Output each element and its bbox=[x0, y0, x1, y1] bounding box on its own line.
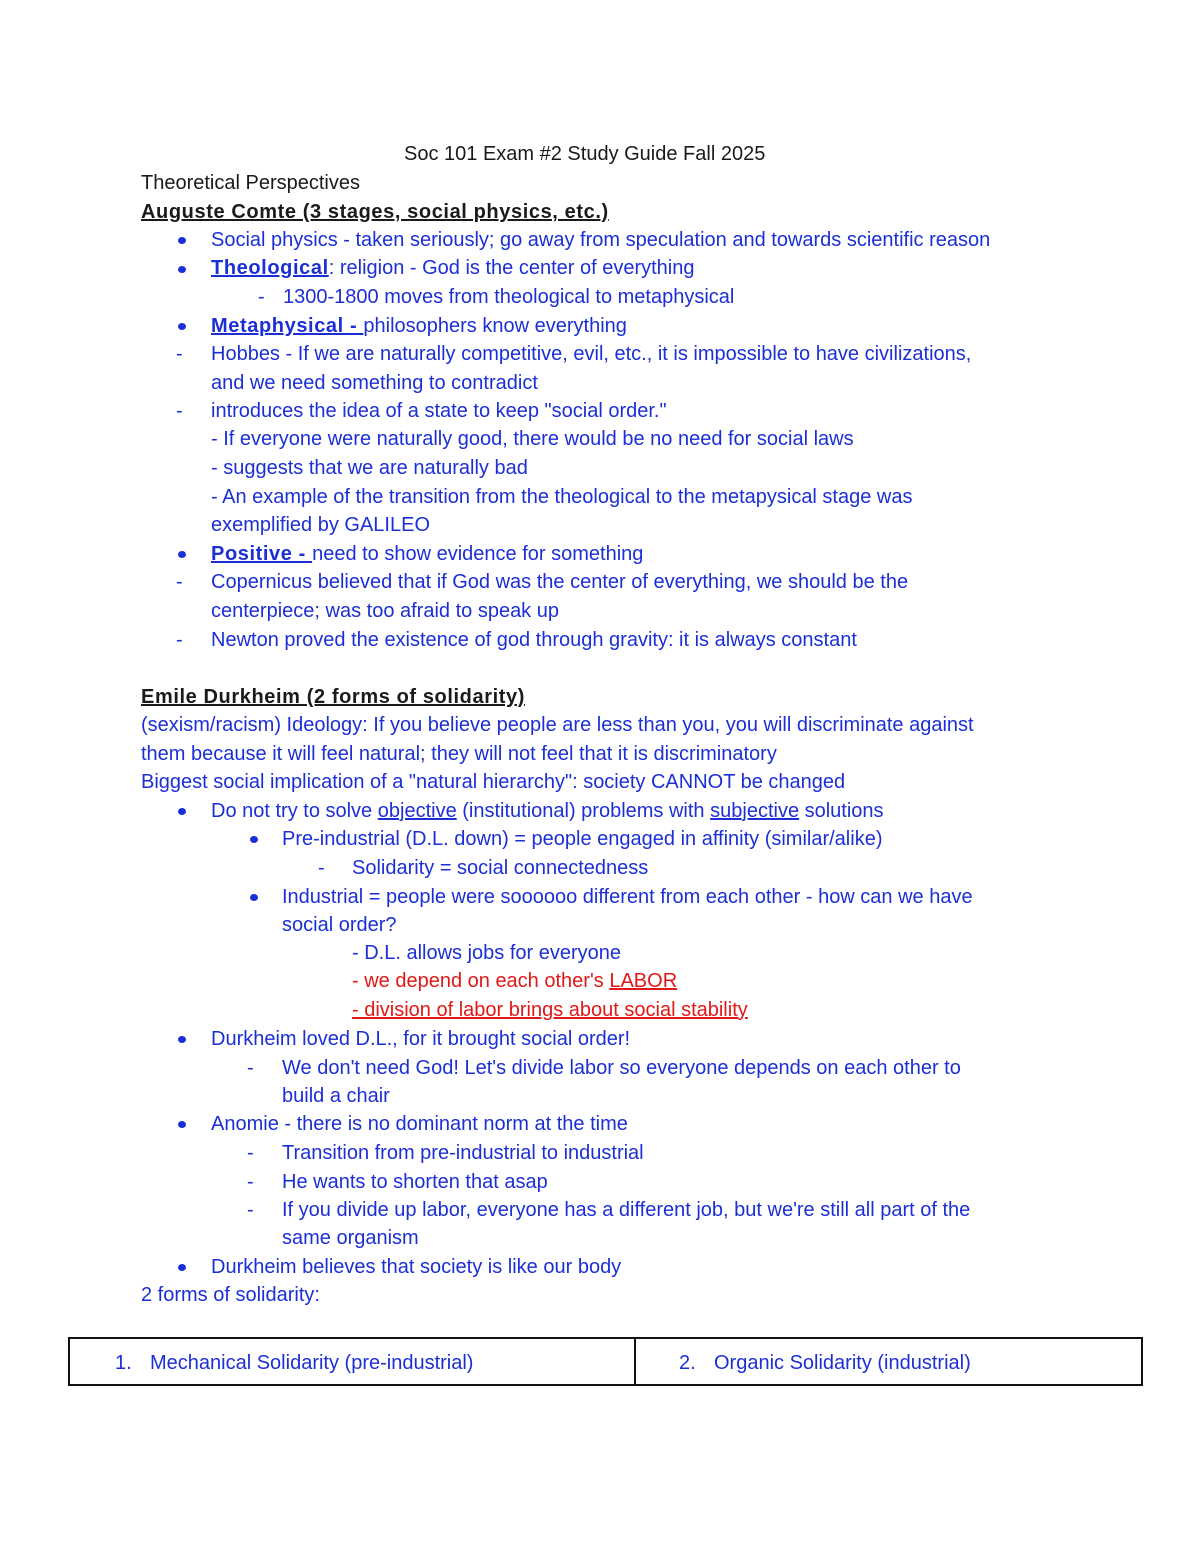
ideology-line-1: (sexism/racism) Ideology: If you believe people are less than you, you will discriminate against bbox=[141, 714, 974, 736]
state-line-1: introduces the idea of a state to keep "social order." bbox=[211, 400, 667, 422]
dash-marker: - bbox=[258, 286, 265, 308]
bullet-icon bbox=[178, 1121, 186, 1128]
subjective-term: subjective bbox=[710, 800, 800, 822]
dash-marker: - bbox=[247, 1142, 254, 1164]
depend-line bbox=[352, 969, 677, 993]
divide-line-2: same organism bbox=[282, 1227, 419, 1249]
copernicus-line-2: centerpiece; was too afraid to speak up bbox=[211, 600, 559, 622]
theological-term: Theological bbox=[211, 257, 329, 279]
durkheim-heading: Emile Durkheim (2 forms of solidarity) bbox=[141, 686, 525, 708]
division-line: - division of labor brings about social stability bbox=[352, 999, 748, 1021]
document-title: Soc 101 Exam #2 Study Guide Fall 2025 bbox=[404, 143, 766, 165]
dash-marker: - bbox=[176, 400, 183, 422]
dash-marker: - bbox=[247, 1057, 254, 1079]
preindustrial-item: Pre-industrial (D.L. down) = people engaged in affinity (similar/alike) bbox=[282, 828, 883, 850]
list-number: 1. bbox=[115, 1352, 132, 1374]
bullet-icon bbox=[178, 237, 186, 244]
newton-line: Newton proved the existence of god through gravity: it is always constant bbox=[211, 629, 857, 651]
anomie-item: Anomie - there is no dominant norm at the time bbox=[211, 1113, 628, 1135]
bullet-icon bbox=[178, 551, 186, 558]
bullet-icon bbox=[250, 894, 258, 901]
theological-sub-item: 1300-1800 moves from theological to metaphysical bbox=[283, 286, 735, 308]
list-number: 2. bbox=[679, 1352, 696, 1374]
bullet-icon bbox=[178, 323, 186, 330]
forms-label: 2 forms of solidarity: bbox=[141, 1284, 320, 1306]
metaphysical-desc: philosophers know everything bbox=[363, 315, 627, 337]
dash-marker: - bbox=[247, 1171, 254, 1193]
solidarity-table bbox=[68, 1337, 1143, 1386]
solve-text-c: (institutional) problems with bbox=[456, 800, 711, 822]
transition-item: Transition from pre-industrial to industrial bbox=[282, 1142, 644, 1164]
dash-marker: - bbox=[176, 343, 183, 365]
bullet-icon bbox=[178, 808, 186, 815]
labor-term: LABOR bbox=[609, 970, 678, 992]
mechanical-solidarity-label: Mechanical Solidarity (pre-industrial) bbox=[150, 1352, 474, 1374]
bullet-icon bbox=[178, 266, 186, 273]
state-line-5: exemplified by GALILEO bbox=[211, 514, 430, 536]
industrial-line-2: social order? bbox=[282, 914, 397, 936]
dash-marker: - bbox=[318, 857, 325, 879]
dash-marker: - bbox=[247, 1199, 254, 1221]
industrial-line-1: Industrial = people were soooooo different from each other - how can we have bbox=[282, 886, 973, 908]
positive-item bbox=[211, 542, 643, 566]
objective-term: objective bbox=[377, 800, 457, 822]
copernicus-line-1: Copernicus believed that if God was the center of everything, we should be the bbox=[211, 571, 909, 593]
table-cell-mechanical bbox=[70, 1339, 636, 1384]
bullet-icon bbox=[250, 836, 258, 843]
implication-line: Biggest social implication of a "natural hierarchy": society CANNOT be changed bbox=[141, 771, 846, 793]
state-line-4: - An example of the transition from the theological to the metapysical stage was bbox=[211, 486, 913, 508]
bullet-icon bbox=[178, 1036, 186, 1043]
ideology-line-2: them because it will feel natural; they will not feel that it is discriminatory bbox=[141, 743, 777, 765]
positive-desc: need to show evidence for something bbox=[312, 543, 644, 565]
metaphysical-item bbox=[211, 314, 627, 338]
solve-item bbox=[211, 799, 884, 823]
theological-item bbox=[211, 256, 694, 280]
comte-heading: Auguste Comte (3 stages, social physics, etc.) bbox=[141, 201, 609, 223]
positive-term: Positive - bbox=[211, 543, 313, 565]
god-line-1: We don't need God! Let's divide labor so everyone depends on each other to bbox=[282, 1057, 961, 1079]
metaphysical-term: Metaphysical - bbox=[211, 315, 364, 337]
hobbes-line-1: Hobbes - If we are naturally competitive, evil, etc., it is impossible to have civilizations, bbox=[211, 343, 972, 365]
dash-marker: - bbox=[176, 571, 183, 593]
state-line-2: - If everyone were naturally good, there would be no need for social laws bbox=[211, 428, 854, 450]
god-line-2: build a chair bbox=[282, 1085, 390, 1107]
shorten-item: He wants to shorten that asap bbox=[282, 1171, 548, 1193]
table-cell-organic bbox=[636, 1339, 1141, 1384]
depend-text: - we depend on each other's bbox=[352, 970, 610, 992]
solidarity-def-item: Solidarity = social connectedness bbox=[352, 857, 649, 879]
loved-item: Durkheim loved D.L., for it brought social order! bbox=[211, 1028, 631, 1050]
hobbes-line-2: and we need something to contradict bbox=[211, 372, 538, 394]
body-item: Durkheim believes that society is like our body bbox=[211, 1256, 622, 1278]
theological-desc: : religion - God is the center of everything bbox=[328, 257, 695, 279]
social-physics-item: Social physics - taken seriously; go away from speculation and towards scientific reason bbox=[211, 229, 991, 251]
bullet-icon bbox=[178, 1264, 186, 1271]
dl-jobs-line: - D.L. allows jobs for everyone bbox=[352, 942, 622, 964]
state-line-3: - suggests that we are naturally bad bbox=[211, 457, 528, 479]
dash-marker: - bbox=[176, 629, 183, 651]
solve-text-e: solutions bbox=[799, 800, 884, 822]
organic-solidarity-label: Organic Solidarity (industrial) bbox=[714, 1352, 971, 1374]
solve-text-a: Do not try to solve bbox=[211, 800, 378, 822]
section-heading: Theoretical Perspectives bbox=[141, 172, 360, 194]
divide-line-1: If you divide up labor, everyone has a different job, but we're still all part of the bbox=[282, 1199, 971, 1221]
